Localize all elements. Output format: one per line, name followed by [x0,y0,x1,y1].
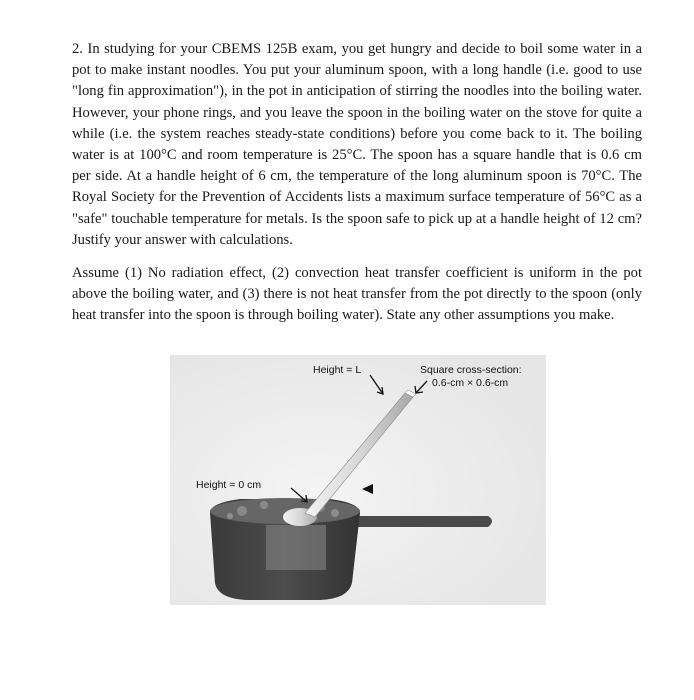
bubble [237,506,247,516]
problem-text [72,39,642,327]
pot-spoon-illustration [170,355,546,605]
height-l-label: Height = L [313,364,362,376]
bubble [260,501,268,509]
cross-section-title: Square cross-section: [420,364,522,376]
assumptions-paragraph: Assume (1) No radiation effect, (2) convection heat transfer coefficient is uniform in the pot above the boiling water, and (3) there is not heat transfer from the pot directly to the spoon (only heat transfer into the spoon is through boiling water). State any other assumptions you make. [72,265,642,324]
bubble [227,513,233,519]
problem-statement: 2. In studying for your CBEMS 125B exam, you get hungry and decide to boil some water in a pot to make instant noodles. You put your aluminum spoon, with a long handle (i.e. good to use "long fin approximation"), in the pot in anticipation of stirring the noodles into the boiling water. However, your phone rings, and you leave the spoon in the boiling water on the stove for quite a while (i.e. the system reaches steady-state conditions) before you come back to it. The boiling water is at 100°C and room temperature is 25°C. The spoon has a square handle that is 0.6 cm per side. At a handle height of 6 cm, the temperature of the long aluminum spoon is 70°C. The Royal Society for the Prevention of Accidents lists a maximum surface temperature of 56°C as a "safe" touchable temperature for metals. Is the spoon safe to pick up at a handle height of 12 cm? Justify your answer with calculations. [72,41,642,248]
bubble [331,509,339,517]
pot-spoon-figure [170,355,546,605]
cross-section-dims: 0.6-cm × 0.6-cm [432,377,509,389]
pot-handle [345,516,492,527]
height-zero-label: Height = 0 cm [196,479,262,491]
water-highlight [266,525,326,570]
